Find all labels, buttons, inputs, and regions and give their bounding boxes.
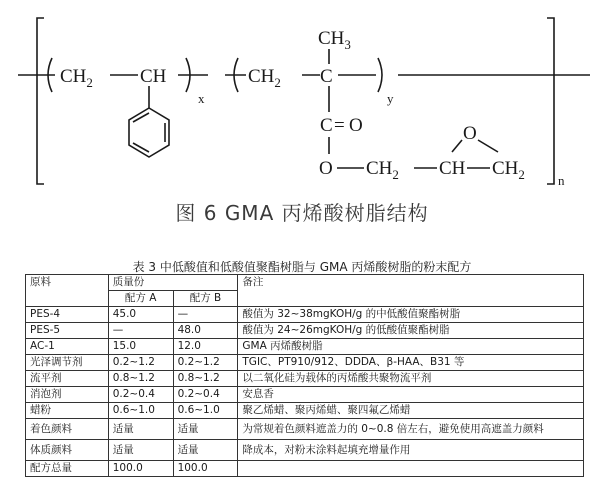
table-title: 表 3 中低酸值和低酸值聚酯树脂与 GMA 丙烯酸树脂的粉末配方 bbox=[132, 260, 472, 274]
cell-material: 消泡剂 bbox=[26, 387, 109, 403]
cell-formula-b: 48.0 bbox=[173, 323, 238, 339]
cell-material: 流平剂 bbox=[26, 371, 109, 387]
glycidyl-ch2: $CH_2$ bbox=[366, 158, 399, 182]
subscript-x: x bbox=[198, 91, 205, 106]
table-row bbox=[26, 355, 584, 371]
cell-formula-b: 0.2~0.4 bbox=[173, 387, 238, 403]
carbonyl-carbon: C bbox=[320, 115, 333, 136]
ch2-group-1: $CH_2$ bbox=[60, 66, 93, 90]
table-row bbox=[26, 339, 584, 355]
cell-formula-a: 0.2~0.4 bbox=[108, 387, 173, 403]
epoxide-bond bbox=[478, 140, 498, 152]
table-row bbox=[26, 419, 584, 440]
cell-remark bbox=[238, 461, 584, 477]
right-outer-bracket bbox=[547, 18, 554, 184]
table-row bbox=[26, 461, 584, 477]
quaternary-carbon: C bbox=[320, 66, 333, 87]
cell-formula-a: 0.6~1.0 bbox=[108, 403, 173, 419]
cell-remark: 为常规着色颜料遮盖力的 0~0.8 倍左右，避免使用高遮盖力颜料 bbox=[238, 419, 584, 440]
cell-material: PES-5 bbox=[26, 323, 109, 339]
cell-material: 蜡粉 bbox=[26, 403, 109, 419]
cell-formula-b: 12.0 bbox=[173, 339, 238, 355]
phenyl-inner-bond bbox=[133, 113, 149, 122]
table-row bbox=[26, 387, 584, 403]
table-row bbox=[26, 403, 584, 419]
header-material: 原料 bbox=[26, 275, 109, 307]
ch2-group-2: $CH_2$ bbox=[248, 66, 281, 90]
cell-formula-b: — bbox=[173, 307, 238, 323]
ch-group: CH bbox=[140, 66, 167, 87]
table-row bbox=[26, 323, 584, 339]
epoxide-oxygen: O bbox=[463, 123, 477, 144]
cell-formula-a: 100.0 bbox=[108, 461, 173, 477]
table-row bbox=[26, 307, 584, 323]
cell-material: 着色颜料 bbox=[26, 419, 109, 440]
gma-acrylic-resin-structure bbox=[0, 0, 604, 200]
cell-formula-a: 适量 bbox=[108, 440, 173, 461]
cell-formula-b: 100.0 bbox=[173, 461, 238, 477]
phenyl-inner-bond bbox=[133, 143, 149, 152]
cell-remark: 安息香 bbox=[238, 387, 584, 403]
left-outer-bracket bbox=[37, 18, 44, 184]
methyl-group: $CH_3$ bbox=[318, 28, 351, 52]
phenyl-ring-icon bbox=[129, 108, 169, 157]
cell-remark: GMA 丙烯酸树脂 bbox=[238, 339, 584, 355]
cell-material: 配方总量 bbox=[26, 461, 109, 477]
table-row bbox=[26, 371, 584, 387]
cell-remark: 酸值为 32~38mgKOH/g 的中低酸值聚酯树脂 bbox=[238, 307, 584, 323]
epoxy-ch2: $CH_2$ bbox=[492, 158, 525, 182]
cell-formula-b: 适量 bbox=[173, 419, 238, 440]
cell-formula-b: 0.2~1.2 bbox=[173, 355, 238, 371]
carbonyl-double-bond: = bbox=[334, 115, 345, 136]
table-header-row bbox=[26, 275, 584, 291]
cell-formula-b: 适量 bbox=[173, 440, 238, 461]
header-mass-parts: 质量份 bbox=[108, 275, 238, 291]
header-remark: 备注 bbox=[238, 275, 584, 307]
cell-formula-a: 适量 bbox=[108, 419, 173, 440]
epoxide-bond bbox=[452, 140, 462, 152]
carbonyl-oxygen: O bbox=[349, 115, 363, 136]
cell-formula-a: 15.0 bbox=[108, 339, 173, 355]
cell-formula-a: 45.0 bbox=[108, 307, 173, 323]
subscript-n: n bbox=[558, 173, 565, 188]
cell-formula-a: — bbox=[108, 323, 173, 339]
header-formula-a: 配方 A bbox=[108, 291, 173, 307]
cell-material: AC-1 bbox=[26, 339, 109, 355]
cell-formula-b: 0.8~1.2 bbox=[173, 371, 238, 387]
cell-remark: 以二氧化硅为载体的丙烯酸共聚物流平剂 bbox=[238, 371, 584, 387]
cell-formula-b: 0.6~1.0 bbox=[173, 403, 238, 419]
cell-material: 光泽调节剂 bbox=[26, 355, 109, 371]
cell-remark: 聚乙烯蜡、聚丙烯蜡、聚四氟乙烯蜡 bbox=[238, 403, 584, 419]
cell-material: PES-4 bbox=[26, 307, 109, 323]
cell-remark: 酸值为 24~26mgKOH/g 的低酸值聚酯树脂 bbox=[238, 323, 584, 339]
cell-remark: TGIC、PT910/912、DDDA、β-HAA、B31 等 bbox=[238, 355, 584, 371]
y-unit-close-paren bbox=[378, 58, 382, 92]
cell-material: 体质颜料 bbox=[26, 440, 109, 461]
cell-remark: 降成本，对粉末涂料起填充增量作用 bbox=[238, 440, 584, 461]
subscript-y: y bbox=[387, 91, 394, 106]
cell-formula-a: 0.2~1.2 bbox=[108, 355, 173, 371]
epoxy-ch: CH bbox=[439, 158, 466, 179]
figure-caption: 图 6 GMA 丙烯酸树脂结构 bbox=[175, 201, 429, 225]
powder-formula-table bbox=[25, 274, 584, 477]
cell-formula-a: 0.8~1.2 bbox=[108, 371, 173, 387]
header-formula-b: 配方 B bbox=[173, 291, 238, 307]
table-row bbox=[26, 440, 584, 461]
ester-oxygen: O bbox=[319, 158, 333, 179]
